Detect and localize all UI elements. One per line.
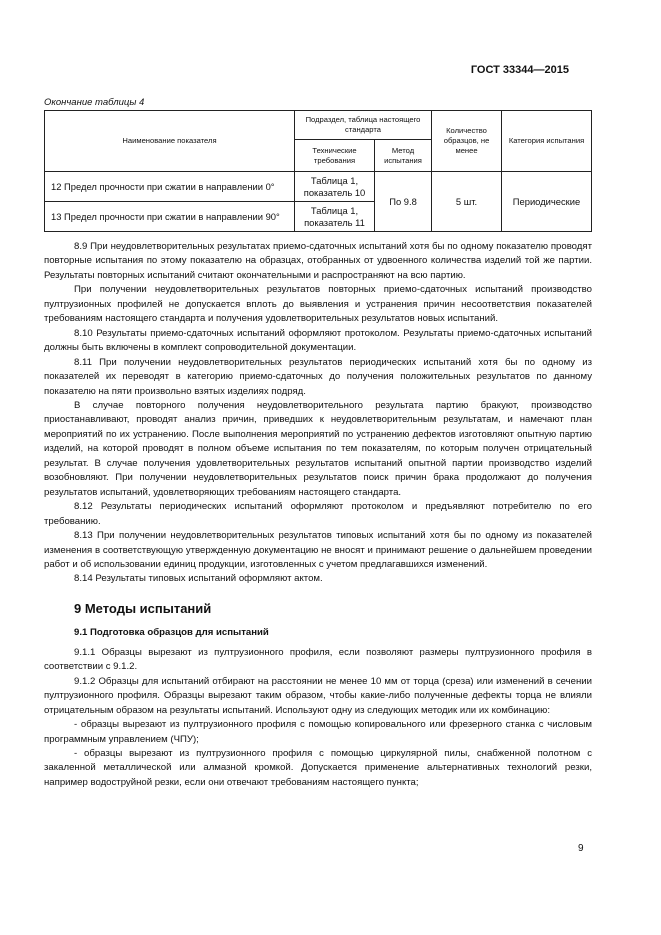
paragraph-9-1-1: 9.1.1 Образцы вырезают из пултрузионного профиля, если позволяют размеры пултрузионного профиля в соответствии с 9.1.2. [44, 646, 592, 673]
header-name: Наименование показателя [45, 111, 295, 172]
requirements-cell: Таблица 1, показатель 10 [295, 172, 375, 202]
indicator-name: 13 Предел прочности при сжатии в направлении 90° [45, 202, 295, 232]
table-caption: Окончание таблицы 4 [44, 97, 145, 108]
section-title: 9 Методы испытаний [74, 600, 212, 616]
paragraph-8-11: 8.11 При получении неудовлетворительных результатов периодических испытаний хотя бы по одному из показателей их переводят в категорию приемо-сдаточных до получения положительных результатов по данному показателю на пяти произвольно взятых изделиях подряд. [44, 356, 592, 397]
header-subsection: Подраздел, таблица настоящего стандарта [295, 111, 432, 140]
category-cell: Периодические [502, 172, 592, 232]
standard-number: ГОСТ 33344—2015 [470, 64, 569, 76]
page-number: 9 [578, 843, 584, 854]
list-item: - образцы вырезают из пултрузионного профиля с помощью копировального или фрезерного станка с числовым программным управлением (ЧПУ); [44, 719, 592, 745]
table-row [45, 172, 592, 202]
header-requirements: Технические требования [295, 140, 375, 172]
method-cell: По 9.8 [375, 172, 432, 232]
paragraph: В случае повторного получения неудовлетворительного результата партию бракуют, производство приостанавливают, проводят анализ причин, приведших к неудовлетворительным результатам, и намечают план мероприятий по их устранению. После выполнения мероприятий по устранению дефектов изготовляют опытную партию изделий, на которой проводят в полном объеме испытания по тем показателям, по которым получен отрицательный результат. В случае получения удовлетворительных результатов испытаний опытной партии производство изделий возобновляют. При получении неудовлетворительных результатов поиск причин брака продолжают до получения результатов испытаний, удовлетворяющих требованиям настоящего стандарта. [44, 399, 592, 498]
paragraph-9-1-2: 9.1.2 Образцы для испытаний отбирают на расстоянии не менее 10 мм от торца (среза) или изменений в сечении пултрузионного профиля. Образцы вырезают таким образом, чтобы какие-либо полученные дефекты торца не влияли отрицательным образом на результаты испытаний. Используют одну из следующих методик или их комбинацию: [44, 675, 592, 716]
indicator-name: 12 Предел прочности при сжатии в направлении 0° [45, 172, 295, 202]
list-item: - образцы вырезают из пултрузионного профиля с помощью циркулярной пилы, снабженной полотном с закаленной металлической или алмазной кромкой. Допускается применение альтернативных технологий резки, например водоструйной резки, если они отвечают требованиям настоящего пункта; [44, 747, 592, 788]
paragraph: При получении неудовлетворительных результатов повторных приемо-сдаточных испытаний производство пултрузионных профилей не допускается вплоть до выявления и устранения причин несоответствия показателей требованиям настоящего стандарта и получения удовлетворительных результатов новых испытаний. [44, 284, 592, 325]
header-method: Метод испытания [375, 140, 432, 172]
paragraph-8-9: 8.9 При неудовлетворительных результатах приемо-сдаточных испытаний хотя бы по одному показателю проводят повторные испытания по этому показателю на образцах, отобранных от удвоенного количества изделий той же партии. Результаты повторных испытаний считают окончательными и распространяют на всю партию. [44, 241, 592, 281]
paragraph-8-13: 8.13 При получении неудовлетворительных результатов типовых испытаний хотя бы по одному из показателей изменения в соответствующую утвержденную документацию не вносят и принимают решение о дальнейшем проведении работ и об использовании единиц продукции, изготовленных с учетом предлагавшихся изменений. [44, 530, 592, 570]
header-quantity: Количество образцов, не менее [432, 111, 502, 172]
paragraph-8-12: 8.12 Результаты периодических испытаний оформляют протоколом и предъявляют потребителю по его требованию. [44, 501, 592, 527]
paragraph-8-14: 8.14 Результаты типовых испытаний оформляют актом. [74, 573, 323, 585]
requirements-cell: Таблица 1, показатель 11 [295, 202, 375, 232]
table-4 [44, 110, 592, 232]
document-body [44, 240, 592, 790]
subsection-title: 9.1 Подготовка образцов для испытаний [74, 627, 269, 639]
quantity-cell: 5 шт. [432, 172, 502, 232]
header-category: Категория испытания [502, 111, 592, 172]
paragraph-8-10: 8.10 Результаты приемо-сдаточных испытаний оформляют протоколом. Результаты приемо-сдаточных испытаний должны быть включены в комплект сопроводительной документации. [44, 327, 592, 354]
